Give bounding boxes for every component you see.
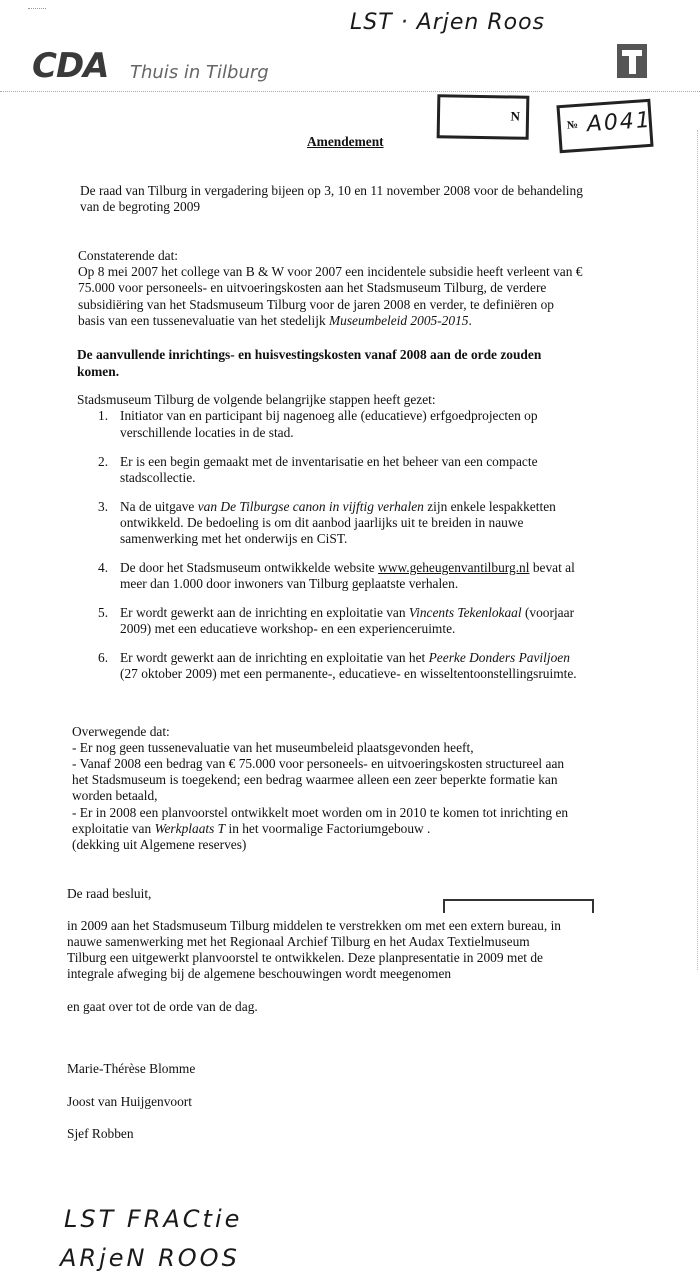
stamp-right-prefix: № — [566, 118, 579, 132]
overwegende-line-3: het Stadsmuseum is toegekend; een bedrag waarmee alleen een zeer beperkte formatie kan — [72, 772, 558, 787]
overwegende-line-1: - Er nog geen tussenevaluatie van het museumbeleid plaatsgevonden heeft, — [72, 740, 474, 755]
list-item-line: stadscollectie. — [120, 470, 196, 485]
stamp-box-left — [437, 94, 530, 140]
list-item-text: De door het Stadsmuseum ontwikkelde website — [120, 560, 379, 575]
bold-statement-line-2: komen. — [77, 364, 120, 379]
list-item-text: Er wordt gewerkt aan de inrichting en exploitatie van — [120, 605, 409, 620]
signatory-name: Joost van Huijgenvoort — [67, 1094, 192, 1109]
besluit-heading: De raad besluit, — [67, 886, 152, 901]
intro-line-1: De raad van Tilburg in vergadering bijeen op 3, 10 en 11 november 2008 voor de behandeling — [80, 183, 583, 198]
list-item-line: Er is een begin gemaakt met de inventarisatie en het beheer van een compacte — [120, 454, 538, 469]
signatory-name: Sjef Robben — [67, 1126, 134, 1141]
list-item-number: 6. — [98, 650, 109, 665]
handwritten-note-top: LST · Arjen Roos — [350, 10, 545, 35]
closing-line: en gaat over tot de orde van de dag. — [67, 999, 258, 1014]
overwegende-text: in het voormalige Factoriumgebouw . — [225, 821, 431, 836]
constaterende-line-1: Op 8 mei 2007 het college van B & W voor 2007 een incidentele subsidie heeft verleent van € — [78, 264, 583, 279]
website-link[interactable]: www.geheugenvantilburg.nl — [378, 560, 530, 575]
tilburg-t-logo-icon — [617, 44, 647, 78]
overwegende-line-4: worden betaald, — [72, 788, 158, 803]
list-item-text: Na de uitgave — [120, 499, 198, 514]
handwritten-fraction: LST FRACtie — [64, 1205, 243, 1233]
list-item-line: ontwikkeld. De bedoeling is om dit aanbod jaarlijks uit te breiden in nauwe — [120, 515, 524, 530]
constaterende-line-4 — [78, 313, 472, 329]
bold-statement-line-1: De aanvullende inrichtings- en huisvestingskosten vanaf 2008 aan de orde zouden — [77, 347, 542, 362]
document-title: Amendement — [307, 134, 384, 149]
besluit-line-3: Tilburg een uitgewerkt planvoorstel te ontwikkelen. Deze planpresentatie in 2009 met de — [67, 950, 543, 965]
stamp-bracket — [443, 899, 594, 913]
canon-title: van De Tilburgse canon in vijftig verhalen — [197, 499, 424, 514]
museumbeleid-title: Museumbeleid 2005-2015 — [329, 313, 469, 328]
list-item-text: Er wordt gewerkt aan de inrichting en exploitatie van het — [120, 650, 429, 665]
list-item-number: 4. — [98, 560, 109, 575]
overwegende-line-2: - Vanaf 2008 een bedrag van € 75.000 voor personeels- en uitvoeringskosten structureel aan — [72, 756, 565, 771]
overwegende-text: exploitatie van — [72, 821, 155, 836]
cda-logo: CDA — [32, 46, 109, 86]
list-item-line: verschillende locaties in de stad. — [120, 425, 294, 440]
constaterende-line-3: subsidiëring van het Stadsmuseum Tilburg voor de jaren 2008 en verder, te definiëren op — [78, 297, 554, 312]
scan-speck — [28, 8, 46, 12]
constaterende-line-2: 75.000 voor personeels- en uitvoeringskosten aan het Stadsmuseum Tilburg, de verdere — [78, 280, 547, 295]
werkplaats-title: Werkplaats T — [154, 821, 226, 836]
overwegende-line-6 — [72, 821, 430, 837]
list-item-text: (voorjaar — [521, 605, 575, 620]
stamp-left-text: N — [510, 108, 521, 124]
list-item-line: 2009) met een educatieve workshop- en een experienceruimte. — [120, 621, 456, 636]
besluit-line-2: nauwe samenwerking met het Regionaal Archief Tilburg en het Audax Textielmuseum — [67, 934, 530, 949]
list-item-text: zijn enkele lespakketten — [423, 499, 556, 514]
list-item-line: samenwerking met het onderwijs en CiST. — [120, 531, 348, 546]
handwritten-name: ARjeN ROOS — [60, 1244, 240, 1272]
scan-edge — [697, 130, 698, 970]
constaterende-line-4-end: . — [468, 313, 472, 328]
list-item-text: bevat al — [529, 560, 575, 575]
list-item-line — [120, 605, 574, 621]
list-item-line — [120, 560, 575, 576]
intro-line-2: van de begroting 2009 — [80, 199, 201, 214]
stamp-box-right — [556, 99, 653, 153]
header-rule — [0, 91, 700, 92]
besluit-line-1: in 2009 aan het Stadsmuseum Tilburg middelen te verstrekken om met een extern bureau, in — [67, 918, 561, 933]
cda-logo-subtitle: Thuis in Tilburg — [130, 62, 269, 83]
list-item-line: meer dan 1.000 door inwoners van Tilburg geplaatste verhalen. — [120, 576, 459, 591]
paviljoen-title: Peerke Donders Paviljoen — [428, 650, 570, 665]
steps-intro: Stadsmuseum Tilburg de volgende belangrijke stappen heeft gezet: — [77, 392, 436, 407]
list-item-line — [120, 499, 556, 515]
besluit-line-4: integrale afweging bij de algemene beschouwingen wordt meegenomen — [67, 966, 452, 981]
list-item-number: 5. — [98, 605, 109, 620]
tekenlokaal-title: Vincents Tekenlokaal — [408, 605, 522, 620]
overwegende-line-5: - Er in 2008 een planvoorstel ontwikkelt moet worden om in 2010 te komen tot inrichting en — [72, 805, 569, 820]
constaterende-heading: Constaterende dat: — [78, 248, 179, 263]
overwegende-heading: Overwegende dat: — [72, 724, 170, 739]
stamp-right-number: A041 — [585, 107, 653, 138]
list-item-number: 3. — [98, 499, 109, 514]
list-item-line: Initiator van en participant bij nagenoeg alle (educatieve) erfgoedprojecten op — [120, 408, 538, 423]
list-item-number: 2. — [98, 454, 109, 469]
list-item-line: (27 oktober 2009) met een permanente-, educatieve- en wisseltentoonstellingsruimte. — [120, 666, 577, 681]
dekking-note: (dekking uit Algemene reserves) — [72, 837, 247, 852]
list-item-line — [120, 650, 570, 666]
signatory-name: Marie-Thérèse Blomme — [67, 1061, 196, 1076]
list-item-number: 1. — [98, 408, 109, 423]
constaterende-line-4-text: basis van een tussenevaluatie van het stedelijk — [78, 313, 329, 328]
